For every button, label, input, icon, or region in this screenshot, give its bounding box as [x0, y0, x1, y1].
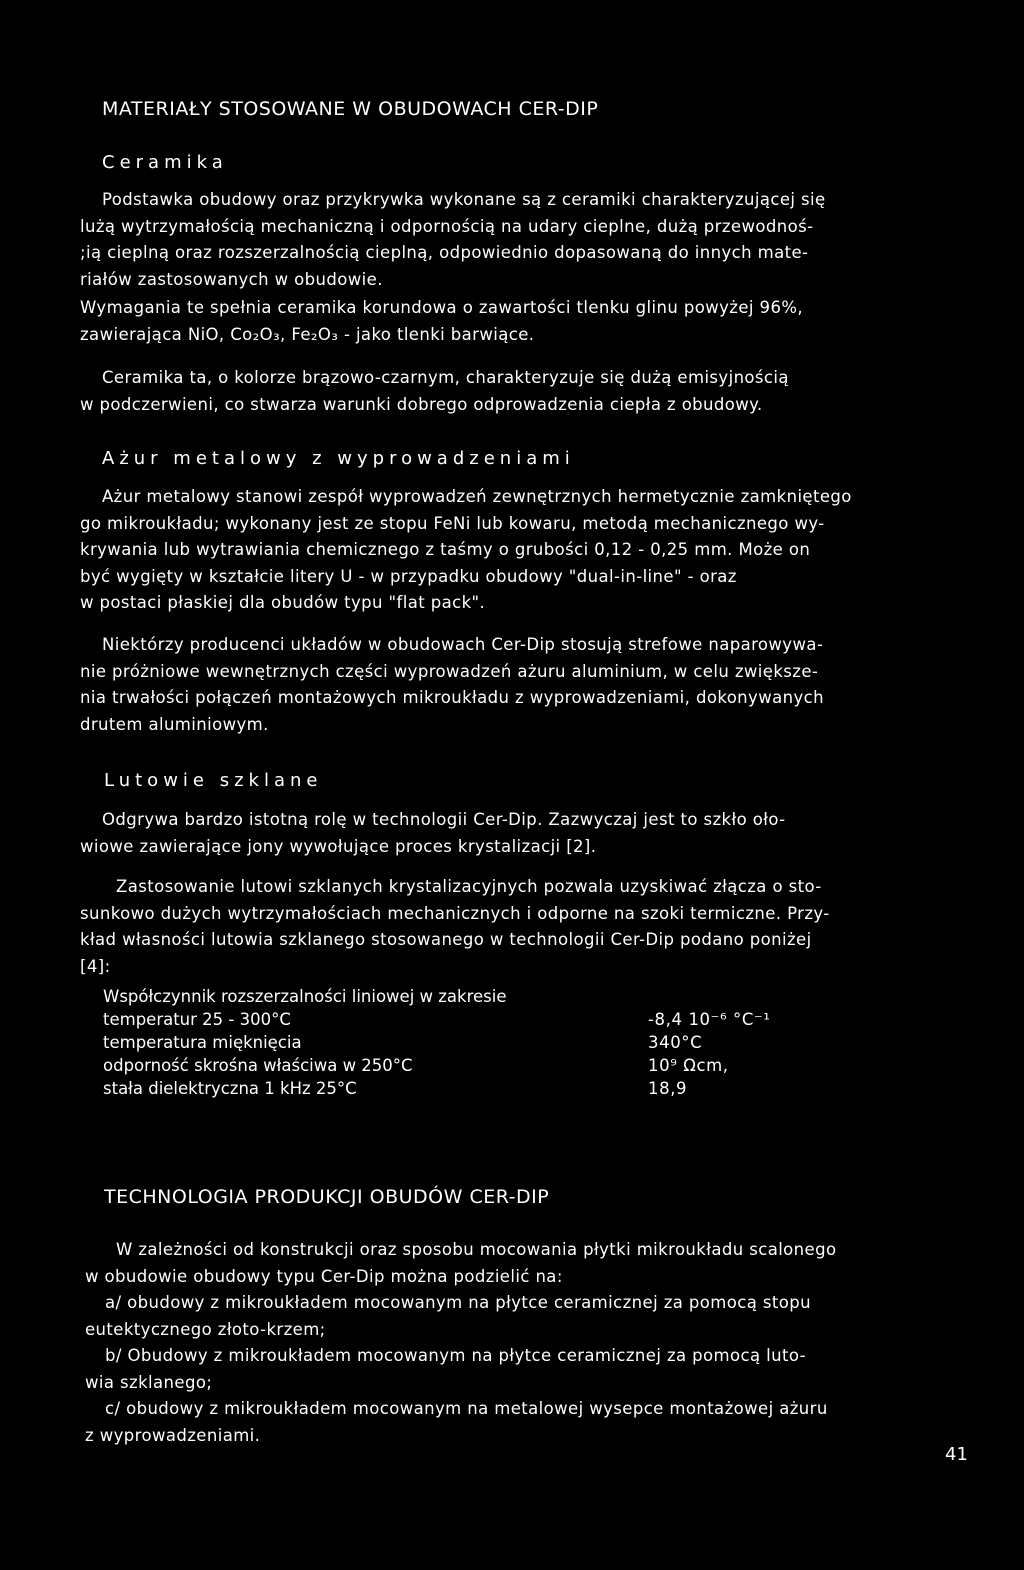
property-row [103, 1077, 803, 1100]
text-line: ;ią cieplną oraz rozszerzalnością cieplną, odpowiednio dopasowaną do innych mate- [80, 243, 809, 262]
text-line: Podstawka obudowy oraz przykrywka wykonane są z ceramiki charakteryzującej się [102, 190, 826, 209]
text-line: w obudowie obudowy typu Cer-Dip można podzielić na: [85, 1266, 563, 1286]
text-line: nie próżniowe wewnętrznych części wyprowadzeń ażuru aluminium, w celu zwiększe- [80, 661, 819, 681]
text-line: Ceramika ta, o kolorze brązowo-czarnym, charakteryzuje się dużą emisyjnością [102, 368, 789, 387]
list-item-b: b/ Obudowy z mikroukładem mocowanym na płytce ceramicznej za pomocą luto- [105, 1346, 807, 1365]
text-line: go mikroukładu; wykonany jest ze stopu FeNi lub kowaru, metodą mechanicznego wy- [80, 513, 825, 533]
property-row [103, 1008, 803, 1031]
property-row [103, 1031, 803, 1054]
text-line: z wyprowadzeniami. [85, 1425, 261, 1445]
text-line: w postaci płaskiej dla obudów typu "flat pack". [80, 593, 486, 612]
text-line: wia szklanego; [85, 1372, 213, 1392]
paragraph-lutowie-2 [80, 874, 950, 980]
paragraph-technology [80, 1237, 950, 1449]
text-line: w podczerwieni, co stwarza warunki dobrego odprowadzenia ciepła z obudowy. [80, 394, 763, 414]
paragraph-ceramika-2 [80, 295, 950, 348]
list-item-a: a/ obudowy z mikroukładem mocowanym na płytce ceramicznej za pomocą stopu [105, 1293, 811, 1312]
property-label: stała dielektryczna 1 kHz 25°C [103, 1079, 357, 1098]
text-line: Zastosowanie lutowi szklanych krystalizacyjnych pozwala uzyskiwać złącza o sto- [116, 877, 822, 896]
property-value: 340°C [648, 1033, 703, 1052]
text-line: sunkowo dużych wytrzymałościach mechanicznych i odporne na szoki termiczne. Przy- [80, 903, 830, 923]
text-line: Wymagania te spełnia ceramika korundowa o zawartości tlenku glinu powyżej 96%, [80, 298, 804, 317]
list-item-c: c/ obudowy z mikroukładem mocowanym na metalowej wysepce montażowej ażuru [105, 1399, 828, 1418]
text-line: Ażur metalowy stanowi zespół wyprowadzeń zewnętrznych hermetycznie zamkniętego [102, 487, 852, 506]
text-line: eutektycznego złoto-krzem; [85, 1319, 326, 1339]
paragraph-ceramika-1 [80, 187, 950, 293]
text-line: riałów zastosowanych w obudowie. [80, 269, 383, 289]
text-line: Odgrywa bardzo istotną rolę w technologii Cer-Dip. Zazwyczaj jest to szkło oło- [102, 810, 786, 829]
property-label: temperatura mięknięcia [103, 1033, 302, 1052]
paragraph-azur-2 [80, 632, 950, 738]
text-line: lużą wytrzymałością mechaniczną i odpornością na udary cieplne, dużą przewodnoś- [80, 216, 814, 236]
property-row [103, 1054, 803, 1077]
properties-list [103, 985, 803, 1100]
text-line: wiowe zawierające jony wywołujące proces krystalizacji [2]. [80, 836, 597, 856]
paragraph-lutowie-1 [80, 807, 950, 860]
property-value: -8,4 10⁻⁶ °C⁻¹ [648, 1010, 771, 1029]
property-value: 10⁹ Ωcm, [648, 1056, 729, 1075]
text-line: krywania lub wytrawiania chemicznego z taśmy o grubości 0,12 - 0,25 mm. Może on [80, 540, 811, 559]
subheading-lutowie: Lutowie szklane [104, 770, 323, 791]
property-row [103, 985, 803, 1008]
text-line: kład własności lutowia szklanego stosowanego w technologii Cer-Dip podano poniżej [80, 930, 812, 949]
paragraph-azur-1 [80, 484, 950, 617]
section-heading-technology: TECHNOLOGIA PRODUKCJI OBUDÓW CER-DIP [104, 1186, 550, 1208]
text-line: nia trwałości połączeń montażowych mikroukładu z wyprowadzeniami, dokonywanych [80, 688, 824, 707]
text-line: drutem aluminiowym. [80, 714, 269, 734]
property-label: odporność skrośna właściwa w 250°C [103, 1056, 413, 1075]
section-heading-materials: MATERIAŁY STOSOWANE W OBUDOWACH CER-DIP [102, 98, 599, 120]
text-line: Niektórzy producenci układów w obudowach Cer-Dip stosują strefowe naparowywa- [102, 635, 824, 654]
property-label: temperatur 25 - 300°C [103, 1010, 291, 1029]
property-value: 18,9 [648, 1079, 688, 1098]
page-number: 41 [945, 1444, 968, 1465]
subheading-azur: Ażur metalowy z wyprowadzeniami [102, 448, 575, 469]
property-label: Współczynnik rozszerzalności liniowej w zakresie [103, 987, 507, 1006]
subheading-ceramika: Ceramika [102, 152, 228, 173]
text-line: W zależności od konstrukcji oraz sposobu mocowania płytki mikroukładu scalonego [116, 1240, 837, 1259]
text-line: zawierająca NiO, Co₂O₃, Fe₂O₃ - jako tlenki barwiące. [80, 324, 535, 344]
paragraph-ceramika-3 [80, 365, 950, 418]
text-line: [4]: [80, 956, 111, 976]
text-line: być wygięty w kształcie litery U - w przypadku obudowy "dual-in-line" - oraz [80, 566, 737, 586]
